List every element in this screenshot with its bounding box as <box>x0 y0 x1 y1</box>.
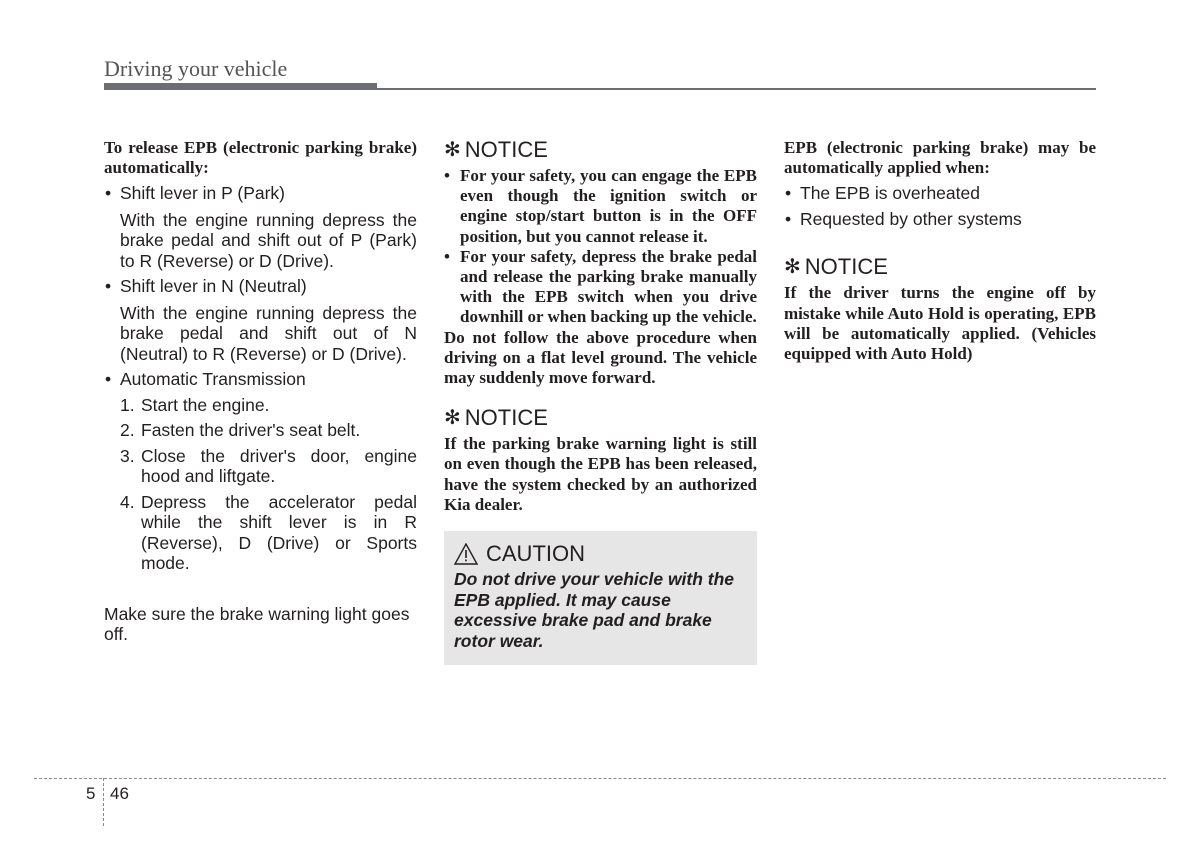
caution-text: Do not drive your vehicle with the EPB applied. It may cause excessive brake pad and brake rotor wear. <box>454 569 735 651</box>
column-middle <box>444 138 757 665</box>
notice-item-text: For your safety, depress the brake pedal and release the parking brake manually with the EPB switch when you drive downhill or when backing up the vehicle. <box>460 246 757 327</box>
list-item-label: The EPB is overheated <box>800 183 980 204</box>
header-rule-thick <box>104 83 377 90</box>
notice-text: If the driver turns the engine off by mistake while Auto Hold is operating, EPB will be automatically applied. (Vehicles equipped with Auto Hold) <box>784 283 1096 364</box>
bullet-icon: • <box>444 166 450 185</box>
step-text: Fasten the driver's seat belt. <box>141 420 361 441</box>
notice-text: If the parking brake warning light is still on even though the EPB has been released, have the system checked by an authorized Kia dealer. <box>444 434 757 514</box>
notice-heading <box>444 406 757 430</box>
list-item-text-park: With the engine running depress the brake pedal and shift out of P (Park) to R (Reverse) or D (Drive). <box>120 209 417 271</box>
list-item-text-neutral: With the engine running depress the brake pedal and shift out of N (Neutral) to R (Reverse) or D (Drive). <box>120 302 417 364</box>
list-item-label: Requested by other systems <box>800 208 1022 229</box>
list-item-park <box>104 183 417 204</box>
caution-box <box>444 531 757 665</box>
list-item-neutral <box>104 276 417 297</box>
step-number: 2. <box>120 420 135 441</box>
asterisk-icon: ✻ <box>784 256 801 279</box>
header-rule-thin <box>377 88 1096 90</box>
notice-item <box>444 247 757 328</box>
warning-triangle-icon <box>454 543 478 565</box>
column-left <box>104 138 417 645</box>
step-text: Start the engine. <box>141 394 270 415</box>
step-number: 3. <box>120 445 135 466</box>
step-text: Close the driver's door, engine hood and liftgate. <box>141 445 417 487</box>
caution-heading <box>454 541 747 567</box>
step-text: Depress the accelerator pedal while the shift lever is in R (Reverse), D (Drive) or Sports mode. <box>141 491 417 574</box>
step-item <box>104 446 417 487</box>
chapter-number: 5 <box>86 784 96 803</box>
list-item <box>784 183 1096 204</box>
caution-title: CAUTION <box>486 541 585 567</box>
notice-title: NOTICE <box>804 254 888 280</box>
step-item <box>104 420 417 441</box>
section-heading-auto-applied: EPB (electronic parking brake) may be automatically applied when: <box>784 138 1096 178</box>
bullet-icon: • <box>444 246 450 266</box>
bullet-icon: • <box>105 369 112 390</box>
step-number: 1. <box>120 394 135 415</box>
notice-heading <box>444 138 757 162</box>
step-number: 4. <box>120 491 135 512</box>
notice-item <box>444 166 757 247</box>
notice-text: Do not follow the above procedure when driving on a flat level ground. The vehicle may suddenly move forward. <box>444 327 757 388</box>
footer-divider <box>34 778 1166 779</box>
page-number: 46 <box>110 784 129 803</box>
list-item-label: Automatic Transmission <box>120 369 306 390</box>
footer-vertical-divider <box>103 778 104 826</box>
closing-text: Make sure the brake warning light goes off. <box>104 603 410 645</box>
section-heading-release: To release EPB (electronic parking brake) automatically: <box>104 138 417 178</box>
bullet-icon: • <box>785 208 792 229</box>
bullet-icon: • <box>105 183 112 204</box>
notice-title: NOTICE <box>464 405 548 431</box>
notice-heading <box>784 255 1096 279</box>
asterisk-icon: ✻ <box>444 407 461 430</box>
step-item <box>104 492 417 574</box>
notice-title: NOTICE <box>464 137 548 162</box>
asterisk-icon: ✻ <box>444 139 461 161</box>
list-item-label: Shift lever in N (Neutral) <box>120 276 307 297</box>
list-item-automatic <box>104 369 417 390</box>
bullet-icon: • <box>785 183 792 204</box>
notice-item-text: For your safety, you can engage the EPB even though the ignition switch or engine stop/start button is in the OFF position, but you cannot release it. <box>460 166 757 246</box>
list-item-label: Shift lever in P (Park) <box>120 183 286 204</box>
column-right <box>784 138 1096 364</box>
list-item <box>784 209 1096 230</box>
bullet-icon: • <box>105 276 112 297</box>
page-header-title: Driving your vehicle <box>104 56 288 81</box>
step-item <box>104 395 417 416</box>
